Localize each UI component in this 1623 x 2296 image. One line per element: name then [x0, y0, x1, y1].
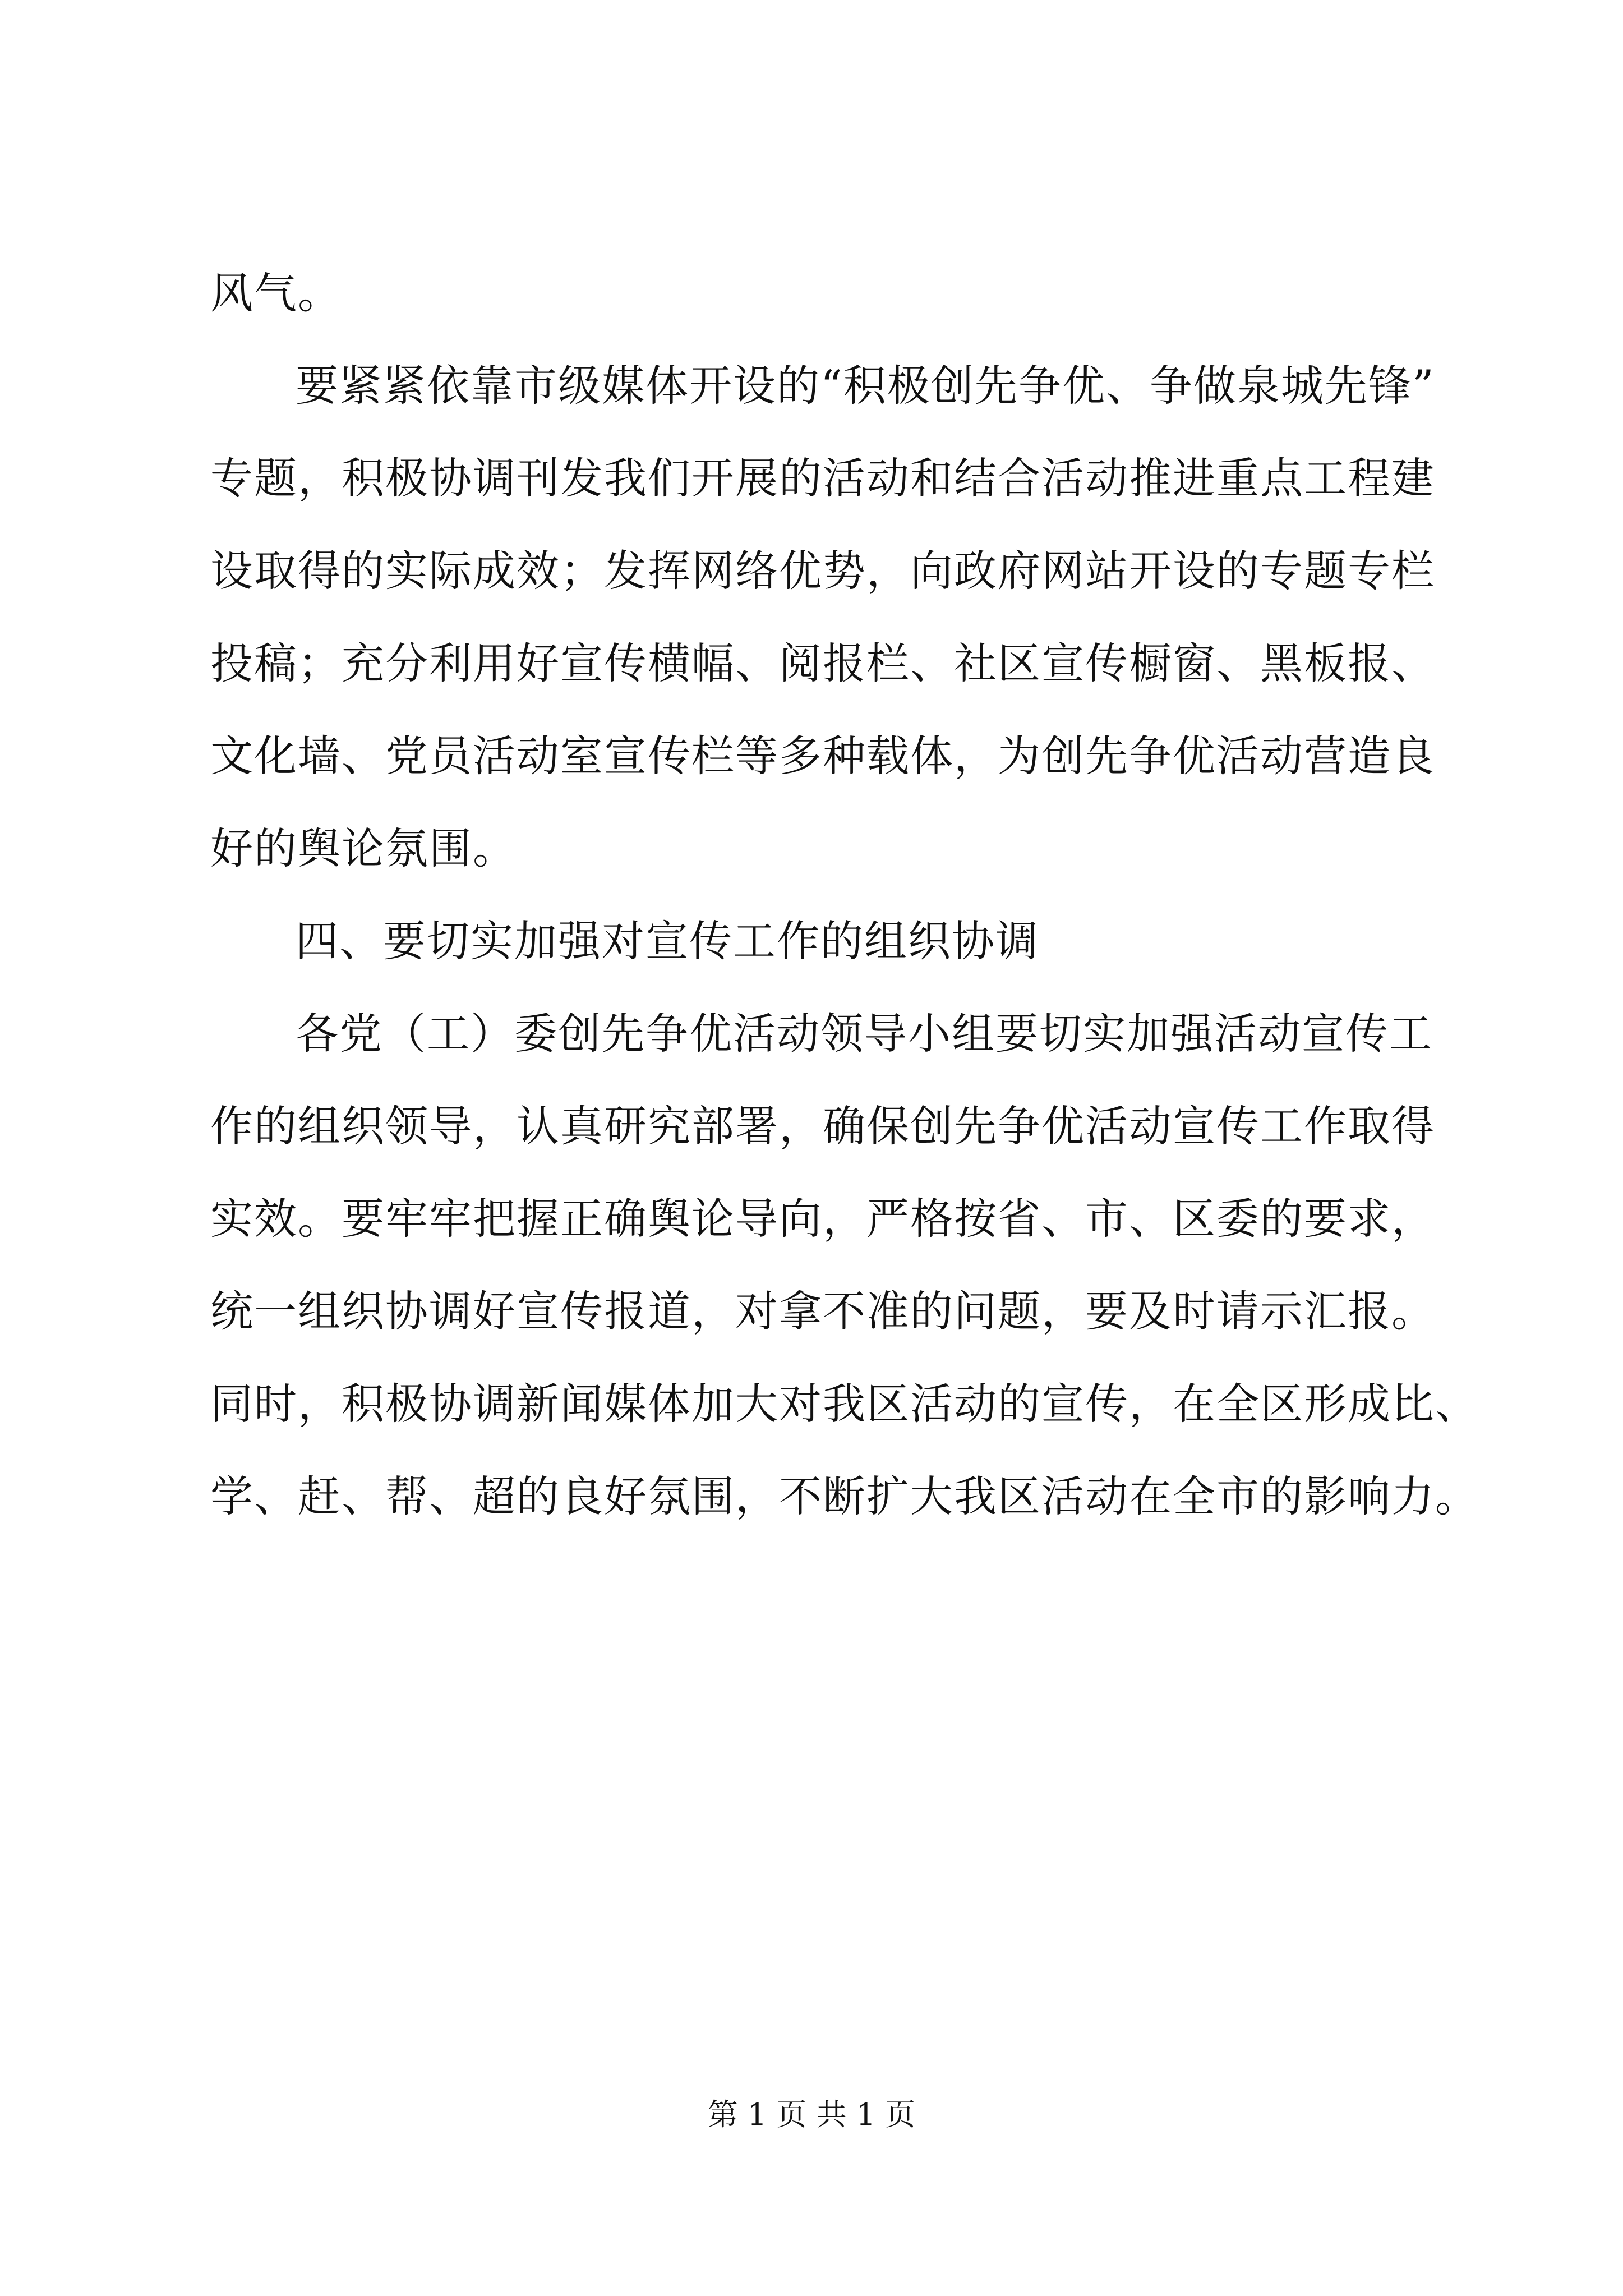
- paragraph-line: 学、赶、帮、超的良好氛围，不断扩大我区活动在全市的影响力。: [210, 1471, 1479, 1521]
- paragraph-line: 好的舆论氛围。: [210, 823, 517, 873]
- page-number-label: 第 1 页 共 1 页: [707, 2097, 916, 2132]
- paragraph-line: 投稿；充分利用好宣传横幅、阅报栏、社区宣传橱窗、黑板报、: [210, 638, 1435, 688]
- paragraph-line: 作的组织领导，认真研究部署，确保创先争优活动宣传工作取得: [210, 1101, 1435, 1151]
- paragraph-line: 要紧紧依靠市级媒体开设的“积极创先争优、争做泉城先锋”: [296, 361, 1435, 411]
- document-body: [210, 247, 1479, 1543]
- paragraph-line: 专题，积极协调刊发我们开展的活动和结合活动推进重点工程建: [210, 453, 1435, 503]
- paragraph-line: 同时，积极协调新闻媒体加大对我区活动的宣传，在全区形成比、: [210, 1379, 1479, 1429]
- section-heading: 四、要切实加强对宣传工作的组织协调: [296, 916, 1039, 966]
- paragraph-line: 风气。: [210, 268, 342, 318]
- paragraph-line: 设取得的实际成效；发挥网络优势，向政府网站开设的专题专栏: [210, 546, 1435, 596]
- paragraph-line: 实效。要牢牢把握正确舆论导向，严格按省、市、区委的要求，: [210, 1194, 1435, 1244]
- paragraph-line: 统一组织协调好宣传报道，对拿不准的问题，要及时请示汇报。: [210, 1286, 1435, 1336]
- paragraph-line: 各党（工）委创先争优活动领导小组要切实加强活动宣传工: [296, 1009, 1433, 1059]
- paragraph-line: 文化墙、党员活动室宣传栏等多种载体，为创先争优活动营造良: [210, 731, 1435, 781]
- page-footer: [0, 2095, 1623, 2134]
